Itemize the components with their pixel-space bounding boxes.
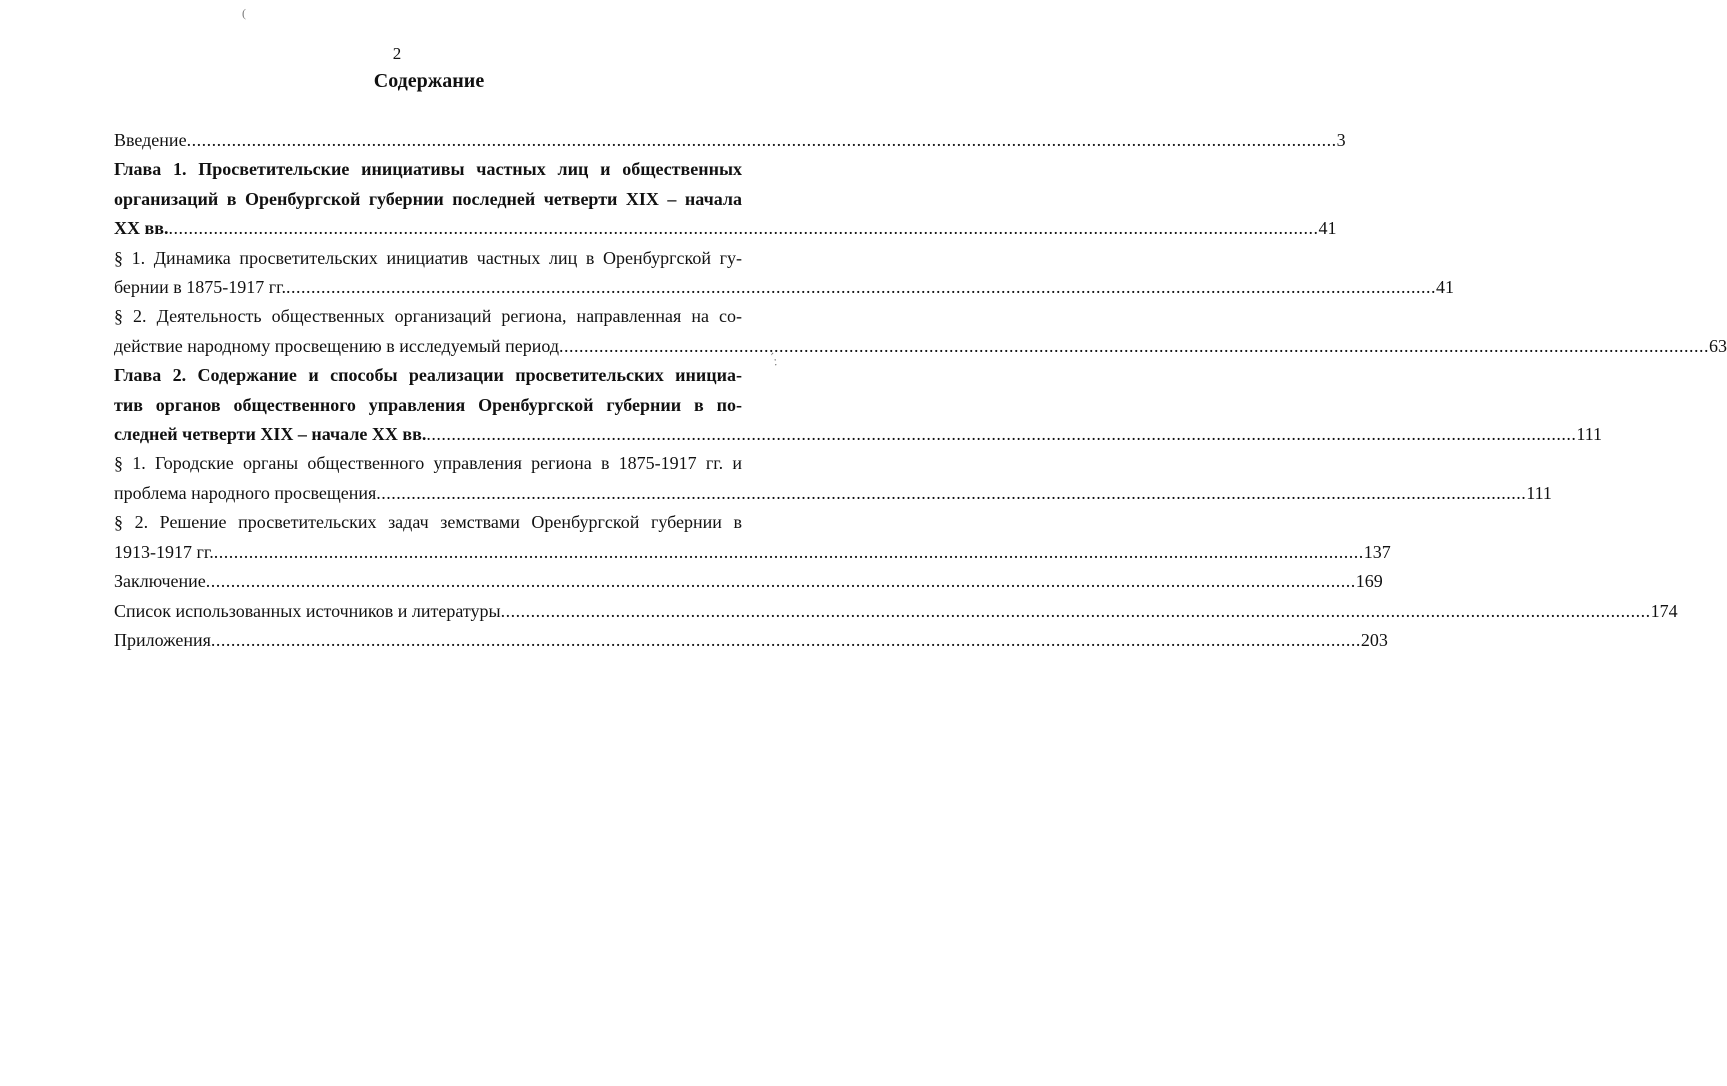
toc-entry-chapter-2[interactable] bbox=[114, 361, 1603, 449]
toc-entry-page: 137 bbox=[1363, 541, 1391, 562]
toc-entry-page: 41 bbox=[1436, 277, 1455, 298]
toc-entry-introduction[interactable] bbox=[114, 126, 1346, 155]
toc-entry-page: 169 bbox=[1355, 571, 1383, 592]
toc-entry-section-2-1[interactable] bbox=[114, 449, 1552, 508]
toc-entry-page: 174 bbox=[1650, 600, 1678, 621]
toc-entry-page: 3 bbox=[1336, 130, 1346, 150]
toc-entry-page: 203 bbox=[1360, 629, 1388, 650]
toc-entry-conclusion[interactable] bbox=[114, 567, 1383, 596]
toc-entry-title: Введение bbox=[114, 130, 187, 150]
toc-entry-line: тив органов общественного управления Оренбургской губернии в по- bbox=[114, 394, 742, 415]
toc-entry-chapter-1[interactable] bbox=[114, 155, 1337, 243]
toc-entry-title: бернии в 1875-1917 гг. bbox=[114, 277, 287, 298]
scan-mark-right: ' ·. bbox=[765, 349, 784, 369]
dot-leader bbox=[559, 332, 1709, 361]
toc-entry-page: 111 bbox=[1576, 424, 1603, 445]
toc-entry-title: Приложения bbox=[114, 629, 211, 650]
toc-entry-title: XX вв. bbox=[114, 218, 169, 239]
toc-entry-title: проблема народного просвещения bbox=[114, 482, 377, 503]
toc-entry-section-1-1[interactable] bbox=[114, 244, 1455, 303]
toc-entry-title: Заключение bbox=[114, 571, 206, 592]
toc-entry-section-2-2[interactable] bbox=[114, 508, 1391, 567]
toc-entry-line: § 2. Деятельность общественных организаций региона, направленная на со- bbox=[114, 306, 742, 327]
toc-entry-references[interactable] bbox=[114, 597, 1678, 626]
toc-entry-page: 41 bbox=[1318, 218, 1337, 239]
dot-leader bbox=[426, 420, 1576, 449]
toc-entry-line: Глава 2. Содержание и способы реализации просветительских инициа- bbox=[114, 365, 742, 386]
toc-entry-title: следней четверти XIX – начале XX вв. bbox=[114, 424, 427, 445]
toc-entry-page: 111 bbox=[1526, 482, 1552, 503]
toc-entry-appendices[interactable] bbox=[114, 626, 1388, 655]
dot-leader bbox=[214, 538, 1364, 567]
toc-entry-page: 63 bbox=[1708, 335, 1727, 356]
toc-entry-line: организаций в Оренбургской губернии последней четверти XIX – начала bbox=[114, 188, 742, 209]
toc-entry-line: § 1. Динамика просветительских инициатив частных лиц в Оренбургской гу- bbox=[114, 247, 742, 268]
dot-leader bbox=[376, 479, 1526, 508]
toc-entry-line: Глава 1. Просветительские инициативы частных лиц и общественных bbox=[114, 159, 742, 180]
scan-mark-top: ( bbox=[242, 6, 246, 20]
dot-leader bbox=[501, 597, 1651, 626]
dot-leader bbox=[286, 273, 1436, 302]
page-title: Содержание bbox=[373, 70, 485, 92]
toc-entry-title: 1913-1917 гг. bbox=[114, 541, 214, 562]
toc-entry-title: Список использованных источников и литературы bbox=[114, 600, 501, 621]
toc-entry-title: действие народному просвещению в исследуемый период bbox=[114, 335, 559, 356]
table-of-contents bbox=[114, 126, 1727, 655]
page-number: 2 bbox=[392, 44, 402, 63]
dot-leader bbox=[168, 214, 1318, 243]
dot-leader bbox=[211, 626, 1361, 655]
dot-leader bbox=[187, 126, 1337, 155]
toc-entry-section-1-2[interactable] bbox=[114, 302, 1727, 361]
dot-leader bbox=[206, 567, 1356, 596]
toc-entry-line: § 1. Городские органы общественного управления региона в 1875-1917 гг. и bbox=[114, 453, 742, 474]
toc-entry-line: § 2. Решение просветительских задач земствами Оренбургской губернии в bbox=[114, 512, 742, 533]
